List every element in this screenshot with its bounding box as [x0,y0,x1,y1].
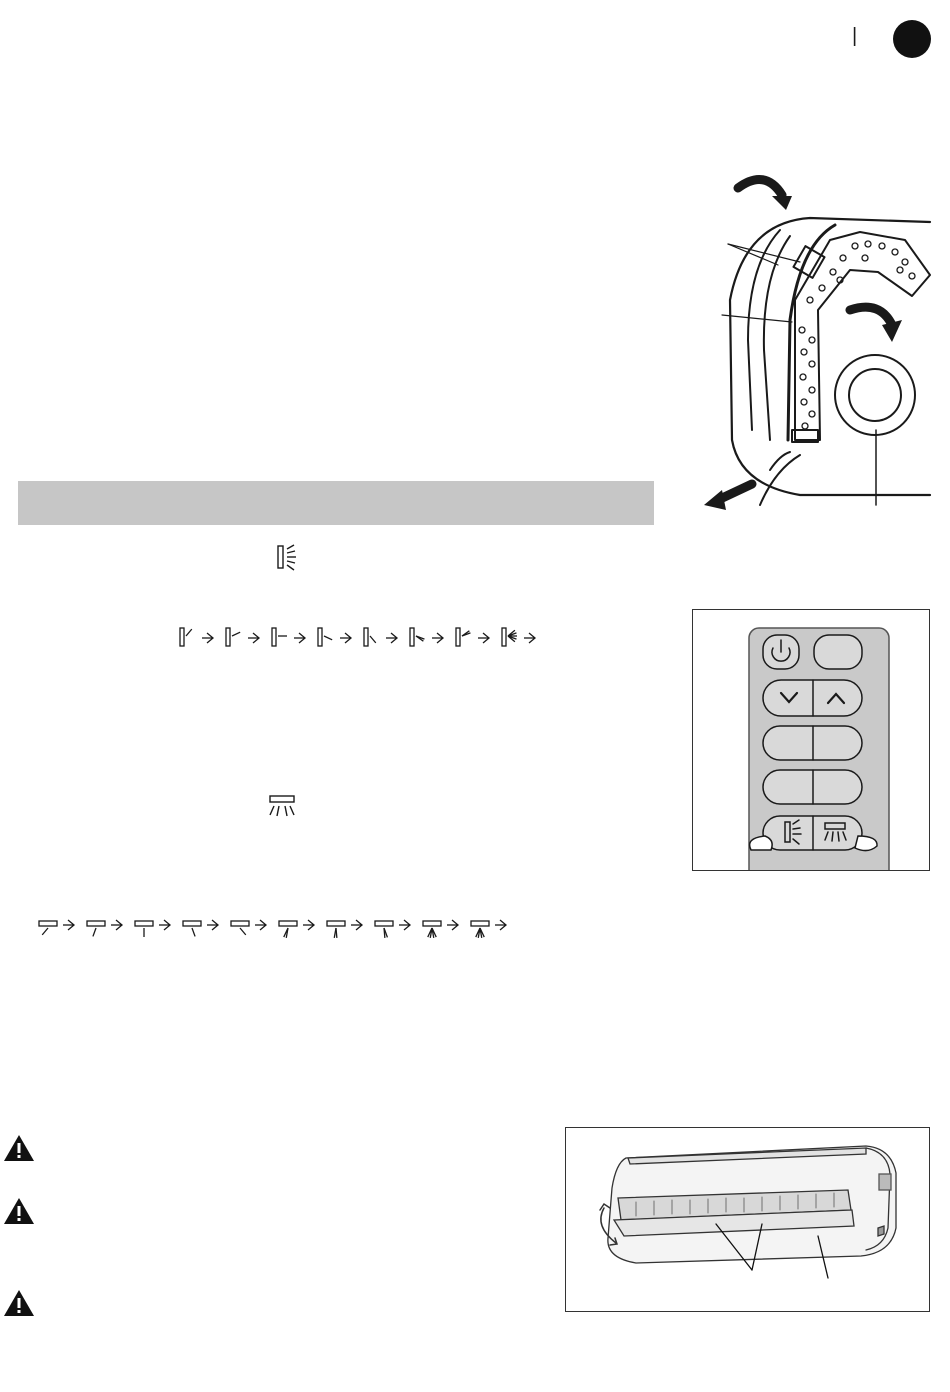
swing-buttons[interactable] [763,816,862,850]
sequence-arrow [351,920,362,930]
vertical-louver-step [456,628,470,646]
temperature-buttons[interactable] [763,680,862,716]
sequence-arrow [63,920,74,930]
remote-control-figure [692,609,930,871]
language-tab-circle [893,20,931,58]
horizontal-louver-step [327,921,345,938]
vertical-louver-step [318,628,332,646]
button-row-4[interactable] [763,770,862,804]
sequence-arrow [447,920,458,930]
sequence-arrow [255,920,266,930]
sequence-arrow [248,633,259,643]
evaporator-coil [792,232,930,442]
vertical-louver-step [410,628,424,646]
horizontal-louver-step [279,921,297,938]
sequence-arrow [495,920,506,930]
housing-outline [730,218,930,495]
vertical-louver-step [272,628,287,646]
horizontal-louver-step [87,921,105,936]
rotation-arrow-icon [850,307,902,342]
sequence-arrow [432,633,443,643]
sequence-arrow [202,633,213,643]
horizontal-louver-step [423,921,441,938]
airflow-in-arrow [738,179,792,210]
vertical-louver-step [502,628,517,646]
vertical-louver-step [226,628,240,646]
indoor-unit-cross-section-diagram [695,165,940,520]
horizontal-swing-icon [264,793,302,819]
horizontal-louver-sequence [35,915,550,951]
vertical-louver-step [180,628,192,646]
horizontal-louver-step [231,921,249,935]
horizontal-louver-step [39,921,57,935]
button-row-3[interactable] [763,726,862,760]
sequence-arrow [294,633,305,643]
warning-triangle-icon [2,1133,36,1163]
warning-triangle-icon [2,1196,36,1226]
sequence-arrow [524,633,535,643]
indoor-unit-figure [565,1127,930,1312]
airflow-out-arrow [704,484,752,510]
vertical-louver-step [364,628,376,646]
sequence-arrow [340,633,351,643]
horizontal-louver-step [471,921,489,938]
sequence-arrow [159,920,170,930]
warning-triangle-icon [2,1288,36,1318]
power-button[interactable] [763,635,799,669]
cross-flow-fan [835,355,915,435]
sequence-arrow [399,920,410,930]
horizontal-louver-step [375,921,393,938]
display-window [879,1174,891,1190]
sequence-arrow [303,920,314,930]
sequence-arrow [111,920,122,930]
vertical-swing-icon [274,543,302,573]
horizontal-louver-step [135,921,153,937]
mode-button[interactable] [814,635,862,669]
sequence-arrow [207,920,218,930]
sequence-arrow [386,633,397,643]
horizontal-louver-step [183,921,201,936]
section-heading-bar [18,481,654,525]
page-marker: | [852,25,858,47]
sequence-arrow [478,633,489,643]
vertical-louver-sequence [172,618,557,658]
